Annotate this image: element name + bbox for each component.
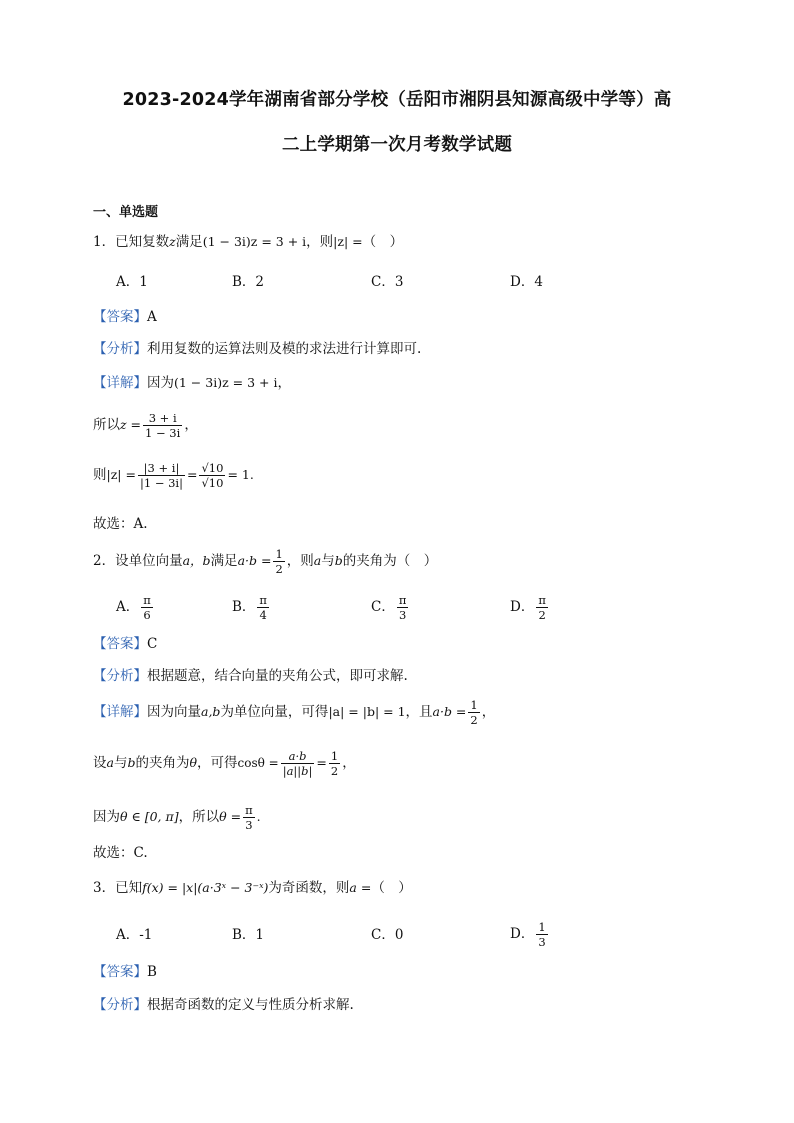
- q1-step3-den1: |1 − 3i|: [139, 476, 183, 490]
- q2-step2-fden: |a||b|: [282, 764, 313, 778]
- q2-stem-num: 1: [275, 547, 283, 561]
- q2-answer: [93, 634, 157, 654]
- q3-option-d-fraction: [536, 920, 547, 949]
- q2-option-b-fraction: [257, 593, 269, 622]
- q2-step3-end: .: [256, 809, 261, 824]
- analysis-tag: 【分析】: [93, 668, 147, 684]
- q1-conclusion: 故选：A.: [93, 516, 148, 532]
- q3-analysis: [93, 995, 354, 1015]
- q2-step2-post: ，: [342, 755, 356, 771]
- q1-step2-fraction: [143, 411, 182, 440]
- q2-step3: [93, 802, 261, 832]
- q1-step3-fraction1: [138, 461, 185, 490]
- detail-tag: 【详解】: [93, 375, 147, 391]
- q2-option-a-label: A．: [116, 599, 140, 615]
- q1-step3-fraction2: [199, 461, 225, 490]
- answer-tag: 【答案】: [93, 964, 147, 980]
- q3-stem: [93, 878, 412, 898]
- q2-option-a: [116, 592, 155, 622]
- q1-step3-num2: √10: [201, 461, 224, 475]
- page-title-line2: 二上学期第一次月考数学试题: [281, 135, 513, 155]
- q3-option-a: A．-1: [116, 927, 153, 943]
- q2-detail-abs: |a| = |b| = 1: [328, 704, 406, 719]
- q1-stem-pre: 1．已知复数: [93, 234, 170, 250]
- q3-stem-a: a =: [349, 880, 372, 895]
- q3-stem-pre: 3．已知: [93, 880, 143, 896]
- q1-option-d: D．4: [510, 274, 543, 290]
- q1-stem: [93, 232, 403, 252]
- q3-option-d-num: 1: [538, 920, 546, 934]
- q2-option-d: [510, 592, 550, 622]
- q3-option-d: [510, 919, 550, 949]
- q2-conclusion: 故选：C.: [93, 845, 148, 861]
- q1-step3-end: = 1.: [227, 467, 254, 482]
- analysis-tag: 【分析】: [93, 997, 147, 1013]
- q2-detail-vecs: a,b: [201, 704, 221, 719]
- q1-step3-num1: |3 + i|: [138, 461, 185, 476]
- q2-step2-den: 2: [330, 764, 339, 778]
- q2-step3-fraction: [243, 803, 255, 832]
- q2-stem-a: a: [313, 553, 322, 568]
- q1-answer: [93, 307, 157, 327]
- q2-stem-post: ，则: [286, 553, 314, 569]
- q2-analysis: [93, 666, 408, 686]
- q3-stem-function: f(x) = |x|(a·3ˣ − 3⁻ˣ): [142, 880, 269, 895]
- q2-option-b-label: B．: [232, 599, 256, 615]
- q2-stem: [93, 546, 437, 576]
- q2-option-d-label: D．: [510, 599, 535, 615]
- q2-step2-b: b: [127, 755, 136, 770]
- q1-detail-pre: 因为: [147, 375, 174, 391]
- q2-step2-theta: θ: [189, 755, 197, 770]
- detail-tag: 【详解】: [93, 704, 147, 720]
- q2-option-c: [371, 592, 410, 622]
- q2-step2-fraction1: [281, 749, 315, 778]
- q3-stem-end: （ ）: [371, 880, 412, 896]
- q1-step2-pre: 所以: [93, 417, 120, 433]
- q3-option-d-label: D．: [510, 926, 535, 942]
- q2-detail: [93, 697, 495, 727]
- q2-detail-den: 2: [470, 713, 478, 727]
- q2-step3-den: 3: [245, 818, 253, 832]
- q2-option-a-den: 6: [143, 608, 151, 622]
- q1-step2-den: 1 − 3i: [145, 426, 181, 440]
- q2-stem-vecs: a，b: [182, 553, 211, 568]
- q1-step2-lhs: z =: [120, 417, 142, 432]
- q2-step2-mid: 的夹角为: [135, 755, 190, 771]
- q1-stem-post: ，则: [306, 234, 334, 250]
- q1-analysis-text: 利用复数的运算法则及模的求法进行计算即可.: [147, 341, 422, 357]
- q1-detail-eq: (1 − 3i)z = 3 + i: [174, 375, 278, 390]
- q2-stem-fraction: [273, 547, 284, 576]
- q2-step3-mid: ，所以: [178, 809, 220, 825]
- q1-detail-post: ，: [277, 375, 291, 391]
- q2-option-b-den: 4: [259, 608, 267, 622]
- q3-analysis-text: 根据奇函数的定义与性质分析求解.: [147, 997, 354, 1013]
- page-title-line1: 2023-2024学年湖南省部分学校（岳阳市湘阴县知源高级中学等）高: [122, 90, 672, 110]
- q2-option-a-fraction: [141, 593, 153, 622]
- q2-detail-num: 1: [470, 698, 478, 712]
- q1-option-a: A．1: [116, 274, 148, 290]
- q2-option-d-fraction: [536, 593, 548, 622]
- q1-stem-end: （ ）: [362, 234, 404, 250]
- q3-option-d-den: 3: [538, 935, 546, 949]
- q2-option-c-fraction: [397, 593, 409, 622]
- q1-step3: [93, 459, 254, 491]
- q2-step2-cos: cosθ =: [237, 756, 279, 770]
- q3-answer: [93, 962, 157, 982]
- q2-step3-range: θ ∈ [0, π]: [120, 809, 179, 824]
- q2-stem-den: 2: [275, 562, 283, 576]
- q2-option-c-den: 3: [398, 608, 407, 622]
- q1-step2: [93, 410, 198, 440]
- q2-detail-fraction: [468, 698, 479, 727]
- q2-detail-post: ，: [481, 704, 496, 720]
- q2-stem-with: 与: [321, 553, 335, 569]
- q2-step2-fnum: a·b: [281, 749, 315, 764]
- q2-detail-and: ，且: [405, 704, 433, 720]
- q2-step2-with: 与: [113, 755, 128, 771]
- q2-step2-a: a: [106, 755, 114, 770]
- q2-detail-dot: a·b =: [432, 704, 467, 719]
- q2-stem-dot: a·b =: [237, 553, 272, 568]
- q3-option-b: B．1: [232, 927, 265, 943]
- q2-option-d-den: 2: [538, 608, 546, 622]
- q2-step2-num: 1: [330, 749, 339, 763]
- q1-stem-eq: (1 − 3i)z = 3 + i: [202, 234, 307, 249]
- q1-stem-z: z: [169, 234, 176, 249]
- q2-step2: [93, 746, 356, 780]
- q2-step3-pre: 因为: [93, 809, 120, 825]
- q1-option-c: C．3: [371, 274, 404, 290]
- q1-step3-eq: =: [186, 467, 198, 482]
- q1-option-b: B．2: [232, 274, 265, 290]
- q2-stem-end: 的夹角为（ ）: [342, 553, 438, 569]
- q2-stem-pre: 2．设单位向量: [93, 553, 183, 569]
- q1-analysis: [93, 339, 421, 359]
- q1-step3-pre: 则: [93, 467, 107, 483]
- analysis-tag: 【分析】: [93, 341, 147, 357]
- q2-stem-b: b: [334, 553, 343, 568]
- q2-answer-value: C: [147, 636, 158, 652]
- q2-option-d-num: π: [538, 593, 546, 607]
- q1-step2-num: 3 + i: [143, 411, 182, 426]
- q2-step3-num: π: [245, 803, 253, 817]
- q3-answer-value: B: [147, 964, 157, 980]
- answer-tag: 【答案】: [93, 636, 147, 652]
- q2-step2-pre: 设: [93, 755, 107, 771]
- q3-option-c: C．0: [371, 927, 404, 943]
- q3-stem-mid: 为奇函数，则: [268, 880, 350, 896]
- q2-option-b: [232, 592, 271, 622]
- q1-stem-mid: 满足: [175, 234, 203, 250]
- q1-answer-value: A: [147, 309, 157, 325]
- q1-detail: [93, 373, 291, 393]
- q1-step3-den2: √10: [201, 476, 224, 490]
- q2-step2-can: ，可得: [197, 755, 238, 771]
- answer-tag: 【答案】: [93, 309, 147, 325]
- q1-stem-abs: |z| =: [333, 234, 363, 249]
- q2-step2-eq: =: [316, 755, 327, 770]
- q2-option-c-label: C．: [371, 599, 395, 615]
- q1-step3-lhs: |z| =: [106, 467, 136, 482]
- q2-detail-mid: 为单位向量，可得: [220, 704, 329, 720]
- q2-step3-lhs: θ =: [219, 809, 242, 824]
- q2-step2-fraction2: [329, 749, 340, 778]
- q2-detail-pre: 因为向量: [147, 704, 201, 720]
- q2-option-c-num: π: [398, 593, 407, 607]
- q2-option-b-num: π: [259, 593, 267, 607]
- section-heading: 一、单选题: [93, 205, 159, 220]
- q1-step2-post: ，: [184, 417, 198, 433]
- q2-option-a-num: π: [143, 593, 151, 607]
- q2-analysis-text: 根据题意，结合向量的夹角公式，即可求解.: [147, 668, 408, 684]
- q2-stem-mid: 满足: [210, 553, 238, 569]
